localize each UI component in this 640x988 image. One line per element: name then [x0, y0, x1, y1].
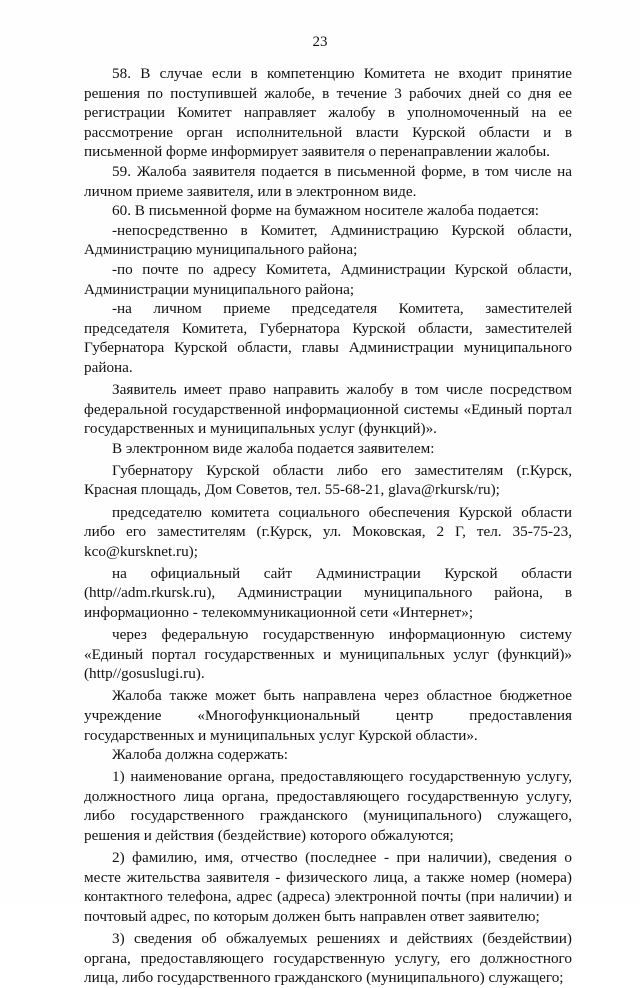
text-line: информационно - телекоммуникационной сети «Интернет»;	[84, 604, 474, 622]
text-line: на официальный сайт Администрации Курской области	[112, 564, 572, 582]
page-number: 23	[312, 34, 328, 50]
text-line: Жалоба также может быть направлена через областное бюджетное	[112, 687, 572, 705]
text-line: личном приеме заявителя, или в электронном виде.	[84, 182, 417, 200]
text-line: должностного лица органа, предоставляющего государственную услугу,	[84, 787, 572, 805]
text-line: 60. В письменной форме на бумажном носителе жалоба подается:	[112, 202, 540, 220]
text-line: Красная площадь, Дом Советов, тел. 55-68-21, glava@rkursk/ru);	[84, 481, 500, 499]
text-line: почтовый адрес, по которым должен быть направлен ответ заявителю;	[84, 907, 540, 925]
text-line: 59. Жалоба заявителя подается в письменной форме, в том числе на	[112, 162, 572, 180]
text-line: лица, либо государственного гражданского (муниципального) служащего;	[84, 969, 564, 987]
text-line: «Единый портал государственных и муниципальных услуг (функций)»	[84, 645, 572, 663]
text-line: 2) фамилию, имя, отчество (последнее - при наличии), сведения о	[112, 849, 572, 867]
text-line: Губернатора Курской области, главы Администрации муниципального	[84, 339, 572, 357]
text-line: государственных и муниципальных услуг (функций)».	[84, 420, 437, 438]
text-line: В электронном виде жалоба подается заявителем:	[112, 439, 435, 457]
text-line: 1) наименование органа, предоставляющего государственную услугу,	[112, 768, 572, 786]
text-line: либо его заместителям (г.Курск, ул. Моковская, 2 Г, тел. 35-75-23,	[84, 523, 572, 541]
document-body	[84, 64, 572, 988]
text-line: председателю комитета социального обеспечения Курской области	[112, 503, 572, 521]
text-line: федеральной государственной информационной системы «Единый портал	[84, 400, 572, 418]
text-line: Заявитель имеет право направить жалобу в том числе посредством	[112, 381, 572, 398]
text-line: -на личном приеме председателя Комитета, заместителей	[112, 300, 572, 318]
text-line: председателя Комитета, Губернатора Курской области, заместителей	[84, 319, 572, 337]
text-line: 58. В случае если в компетенцию Комитета не входит принятие	[112, 65, 572, 82]
text-line: решения и действия (бездействие) которого обжалуются;	[84, 827, 454, 845]
text-line: либо государственного гражданского (муниципального) служащего,	[84, 807, 572, 825]
text-line: (http//adm.rkursk.ru), Администрации муниципального района, в	[84, 584, 572, 602]
text-line: государственных и муниципальных услуг Курской области».	[84, 726, 478, 744]
text-line: контактного телефона, адрес (адреса) электронной почты (при наличии) и	[84, 888, 572, 906]
text-line: месте жительства заявителя - физического лица, а также номер (номера)	[84, 868, 572, 886]
text-line: решения по поступившей жалобе, в течение 3 рабочих дней со дня ее	[84, 84, 572, 102]
text-line: -непосредственно в Комитет, Администрацию Курской области,	[112, 221, 572, 239]
text-line: Губернатору Курской области либо его заместителям (г.Курск,	[112, 461, 572, 479]
text-line: учреждение «Многофункциональный центр предоставления	[84, 707, 572, 724]
text-line: Администрацию муниципального района;	[84, 241, 358, 259]
text-line: 3) сведения об обжалуемых решениях и действиях (бездействии)	[112, 930, 572, 948]
text-line: регистрации Комитет направляет жалобу в уполномоченный на ее	[84, 104, 572, 122]
text-line: рассмотрение орган исполнительной власти Курской области и в	[84, 123, 572, 141]
text-line: Администрации муниципального района;	[84, 280, 355, 298]
text-line: Жалоба должна содержать:	[112, 746, 288, 764]
text-line: kco@kursknet.ru);	[84, 542, 198, 560]
text-line: (http//gosuslugi.ru).	[84, 665, 205, 683]
text-line: района.	[84, 358, 133, 376]
text-line: через федеральную государственную информационную систему	[112, 626, 572, 644]
text-line: письменной форме информирует заявителя о перенаправлении жалобы.	[84, 143, 550, 161]
text-line: -по почте по адресу Комитета, Администрации Курской области,	[112, 260, 572, 278]
text-line: органа, предоставляющего государственную услугу, его должностного	[84, 949, 572, 967]
